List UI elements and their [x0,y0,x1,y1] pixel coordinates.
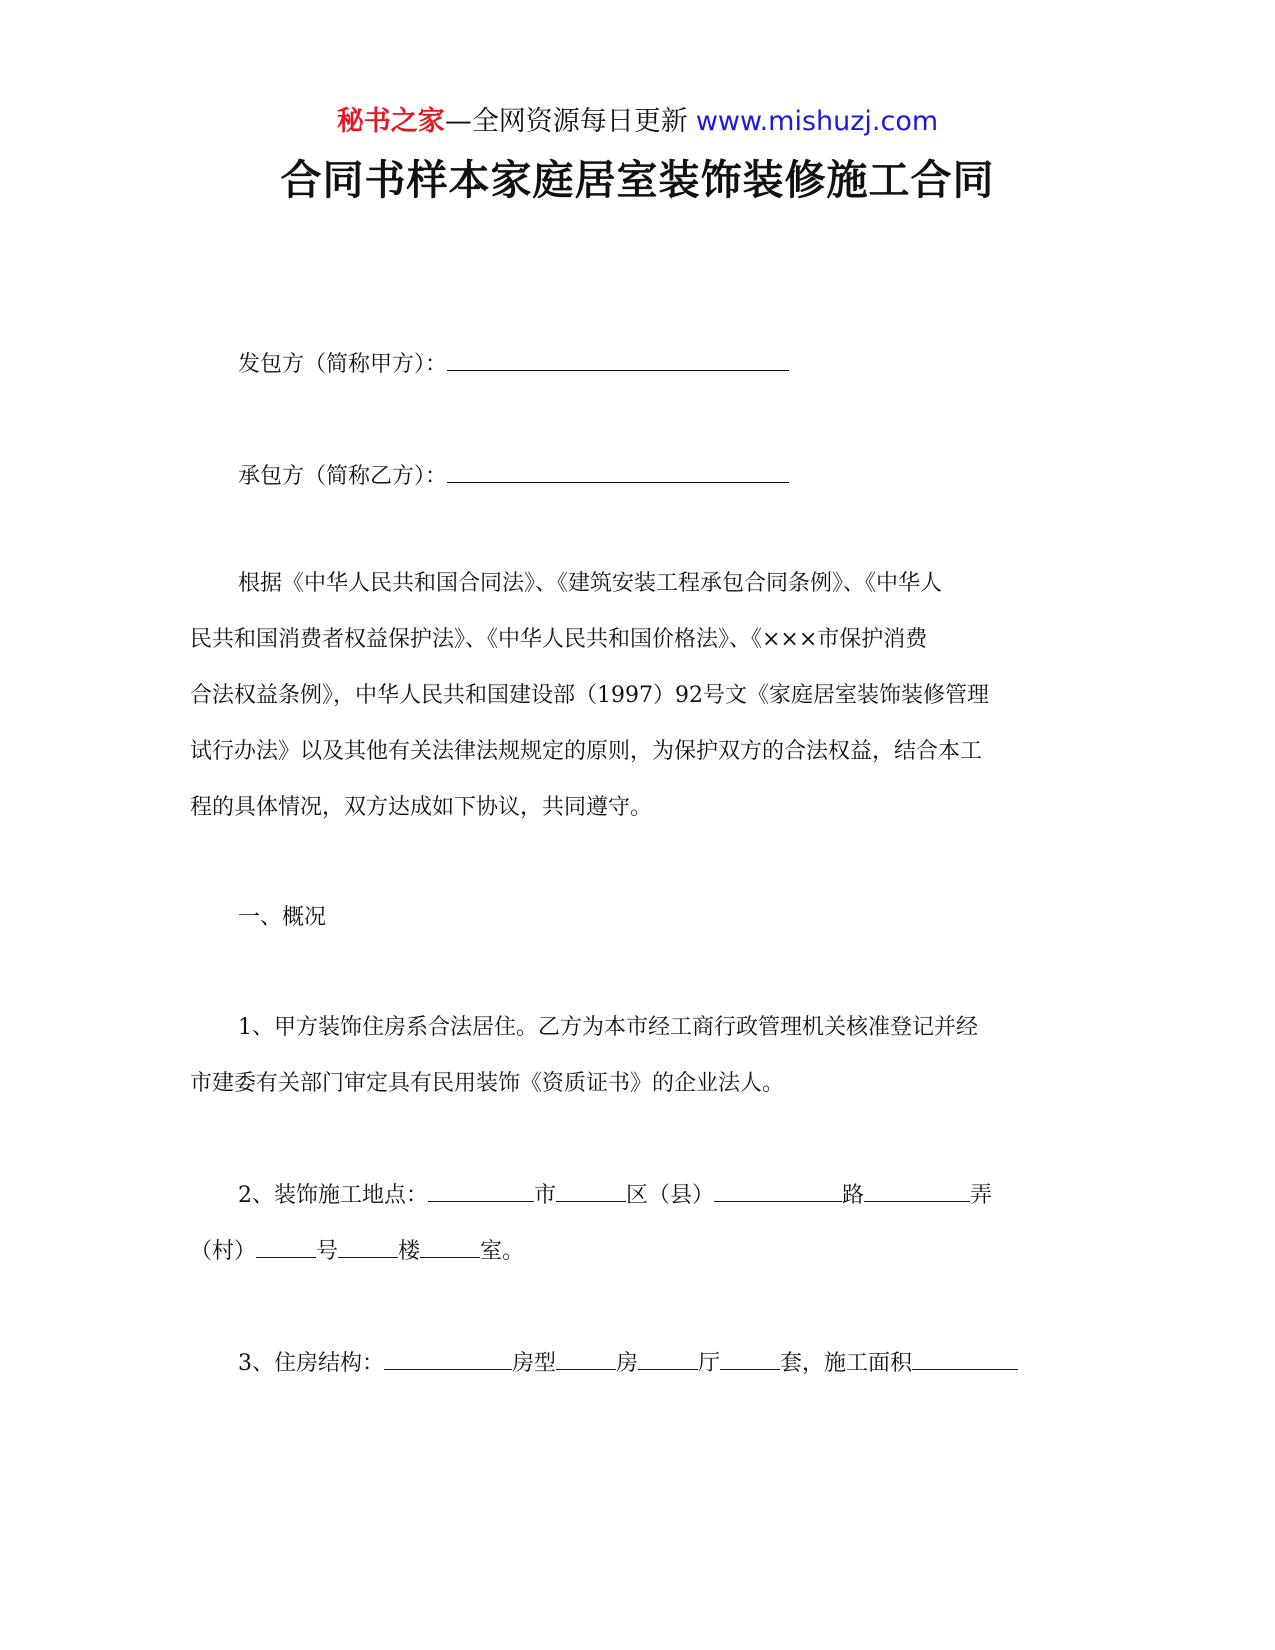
rooms-blank [556,1347,616,1370]
item3-label: 3、住房结构： [238,1351,384,1376]
room-label: 室。 [480,1239,525,1264]
rooms-label: 房 [616,1351,639,1376]
sets-area-label: 套，施工面积 [780,1351,913,1376]
village-label: （村） [190,1239,257,1264]
preamble-line-5: 程的具体情况，双方达成如下协议，共同遵守。 [190,795,653,820]
preamble-line-1: 根据《中华人民共和国合同法》、《建筑安装工程承包合同条例》、《中华人 [238,571,943,596]
contractor-line [238,460,1138,492]
item1-line-2: 市建委有关部门审定具有民用装饰《资质证书》的企业法人。 [190,1071,785,1096]
employer-line [238,348,1138,380]
site-url[interactable]: www.mishuzj.com [695,106,939,137]
house-type-label: 房型 [512,1351,557,1376]
brand-name: 秘书之家 [336,106,445,137]
city-label: 市 [534,1183,557,1208]
halls-blank [638,1347,698,1370]
number-blank [256,1235,316,1258]
building-blank [338,1235,398,1258]
preamble-line-4: 试行办法》以及其他有关法律法规规定的原则，为保护双方的合法权益，结合本工 [190,739,983,764]
road-label: 路 [842,1183,865,1208]
header-tagline: —全网资源每日更新 [444,106,688,137]
room-blank [420,1235,480,1258]
road-blank [714,1179,842,1202]
lane-blank [864,1179,970,1202]
area-blank [912,1347,1018,1370]
preamble-line-2: 民共和国消费者权益保护法》、《中华人民共和国价格法》、《×××市保护消费 [190,627,928,652]
employer-name-blank [447,348,789,371]
structure-blank [384,1347,512,1370]
document-title: 合同书样本家庭居室装饰装修施工合同 [280,156,995,204]
item2-label: 2、装饰施工地点： [238,1183,428,1208]
contractor-label: 承包方（简称乙方）： [238,464,448,489]
city-blank [428,1179,534,1202]
halls-label: 厅 [698,1351,721,1376]
site-header [0,104,1275,140]
district-blank [556,1179,626,1202]
number-label: 号 [316,1239,339,1264]
section-heading: 一、概况 [238,905,327,930]
contractor-name-blank [447,460,789,483]
item3-line [238,1347,1138,1379]
item1-line-1: 1、甲方装饰住房系合法居住。乙方为本市经工商行政管理机关核准登记并经 [238,1015,978,1040]
preamble-line-3: 合法权益条例》，中华人民共和国建设部（1997）92号文《家庭居室装饰装修管理 [190,683,989,708]
employer-label: 发包方（简称甲方）： [238,352,448,377]
district-label: 区（县） [626,1183,715,1208]
item2-line-1 [238,1179,1138,1211]
sets-blank [720,1347,780,1370]
item2-line-2 [190,1235,1090,1267]
building-label: 楼 [398,1239,421,1264]
lane-label: 弄 [970,1183,993,1208]
